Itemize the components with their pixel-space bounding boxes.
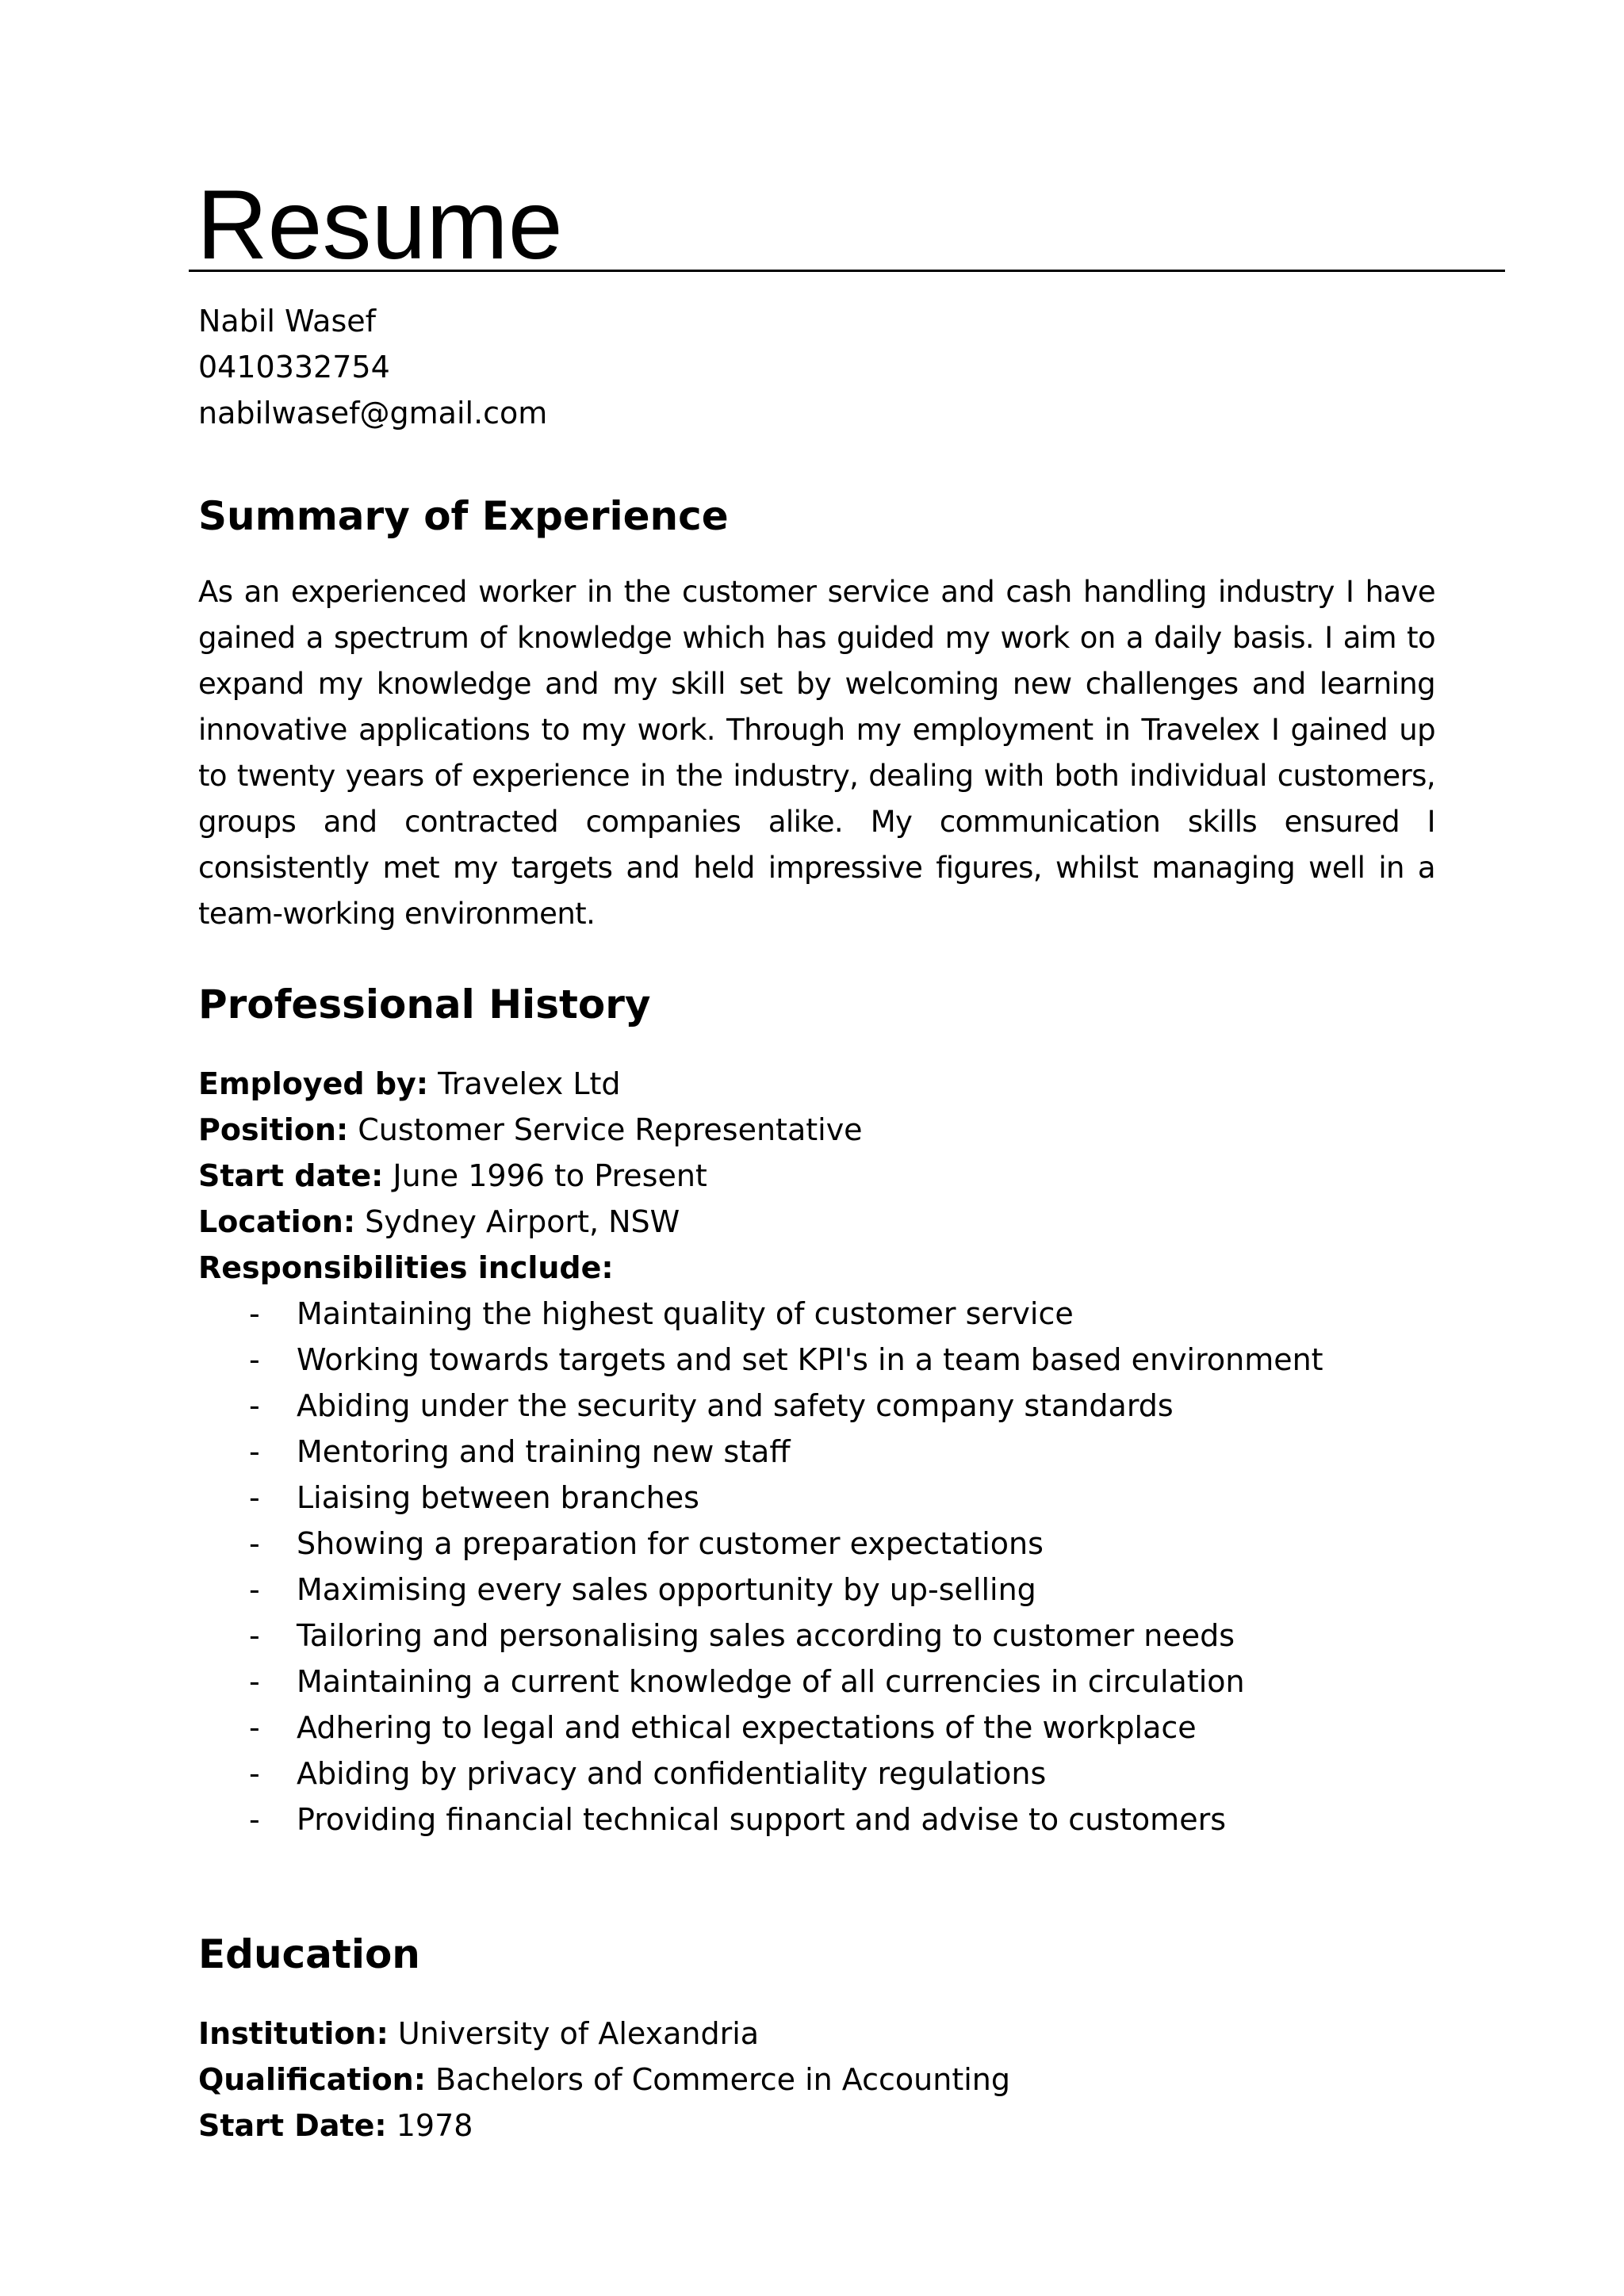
location-row	[198, 1199, 863, 1245]
start-date-value: June 1996 to Present	[393, 1158, 707, 1193]
bullet-dash: -	[249, 1618, 260, 1653]
start-date-label: Start date:	[198, 1158, 384, 1193]
start-date-row	[198, 1153, 863, 1199]
contact-name: Nabil Wasef	[198, 304, 377, 339]
list-item	[198, 1475, 1323, 1521]
employed-value: Travelex Ltd	[438, 1066, 621, 1101]
institution-value: University of Alexandria	[397, 2016, 760, 2051]
responsibility-text: Working towards targets and set KPI's in a team based environment	[297, 1342, 1323, 1377]
qualification-value: Bachelors of Commerce in Accounting	[435, 2062, 1010, 2097]
bullet-dash: -	[249, 1572, 260, 1607]
history-heading: Professional History	[198, 982, 651, 1027]
responsibilities-list	[198, 1291, 1323, 1843]
bullet-dash: -	[249, 1756, 260, 1791]
responsibility-text: Showing a preparation for customer expectations	[297, 1526, 1044, 1561]
location-value: Sydney Airport, NSW	[365, 1204, 680, 1239]
responsibility-text: Adhering to legal and ethical expectations of the workplace	[297, 1710, 1197, 1745]
list-item	[198, 1751, 1323, 1797]
bullet-dash: -	[249, 1710, 260, 1745]
list-item	[198, 1429, 1323, 1475]
institution-row	[198, 2011, 1010, 2057]
list-item	[198, 1291, 1323, 1337]
title-block	[189, 170, 1505, 280]
education-start-label: Start Date:	[198, 2108, 387, 2143]
contact-phone: 0410332754	[198, 350, 390, 385]
list-item	[198, 1383, 1323, 1429]
position-label: Position:	[198, 1112, 349, 1147]
position-value: Customer Service Representative	[358, 1112, 863, 1147]
history-details	[198, 1061, 863, 1291]
education-start-value: 1978	[396, 2108, 473, 2143]
bullet-dash: -	[249, 1802, 260, 1837]
list-item	[198, 1567, 1323, 1613]
responsibility-text: Providing financial technical support and advise to customers	[297, 1802, 1226, 1837]
education-start-row	[198, 2103, 1010, 2149]
qualification-label: Qualification:	[198, 2062, 426, 2097]
contact-email: nabilwasef@gmail.com	[198, 396, 548, 430]
responsibility-text: Abiding by privacy and confidentiality regulations	[297, 1756, 1047, 1791]
employed-label: Employed by:	[198, 1066, 429, 1101]
education-details	[198, 2011, 1010, 2149]
education-heading: Education	[198, 1931, 420, 1977]
responsibility-text: Maintaining a current knowledge of all currencies in circulation	[297, 1664, 1245, 1699]
qualification-row	[198, 2057, 1010, 2103]
responsibility-text: Tailoring and personalising sales according to customer needs	[297, 1618, 1235, 1653]
responsibility-text: Maintaining the highest quality of customer service	[297, 1296, 1074, 1331]
bullet-dash: -	[249, 1480, 260, 1515]
list-item	[198, 1521, 1323, 1567]
responsibility-text: Mentoring and training new staff	[297, 1434, 791, 1469]
page-title: Resume	[197, 170, 563, 280]
summary-text: As an experienced worker in the customer service and cash handling industry I have gained a spectrum of knowledge which has guided my work on a daily basis. I aim to expand my knowledge and my skill set by welcoming new challenges and learning innovative applications to my work. Through my employment in Travelex I gained up to twenty years of experience in the industry, dealing with both individual customers, groups and contracted companies alike. My communication skills ensured I consistently met my targets and held impressive figures, whilst managing well in a team-working environment.	[198, 575, 1435, 931]
bullet-dash: -	[249, 1296, 260, 1331]
bullet-dash: -	[249, 1664, 260, 1699]
bullet-dash: -	[249, 1526, 260, 1561]
responsibility-text: Maximising every sales opportunity by up-selling	[297, 1572, 1036, 1607]
bullet-dash: -	[249, 1342, 260, 1377]
responsibilities-row	[198, 1245, 863, 1291]
employed-row	[198, 1061, 863, 1107]
summary-heading: Summary of Experience	[198, 493, 729, 539]
position-row	[198, 1107, 863, 1153]
list-item	[198, 1797, 1323, 1843]
institution-label: Institution:	[198, 2016, 389, 2051]
responsibility-text: Liaising between branches	[297, 1480, 699, 1515]
list-item	[198, 1613, 1323, 1659]
list-item	[198, 1659, 1323, 1705]
title-underline	[189, 270, 1505, 272]
list-item	[198, 1337, 1323, 1383]
bullet-dash: -	[249, 1434, 260, 1469]
responsibilities-label: Responsibilities include:	[198, 1250, 614, 1285]
bullet-dash: -	[249, 1388, 260, 1423]
list-item	[198, 1705, 1323, 1751]
contact-info	[198, 298, 547, 436]
responsibility-text: Abiding under the security and safety company standards	[297, 1388, 1174, 1423]
location-label: Location:	[198, 1204, 356, 1239]
